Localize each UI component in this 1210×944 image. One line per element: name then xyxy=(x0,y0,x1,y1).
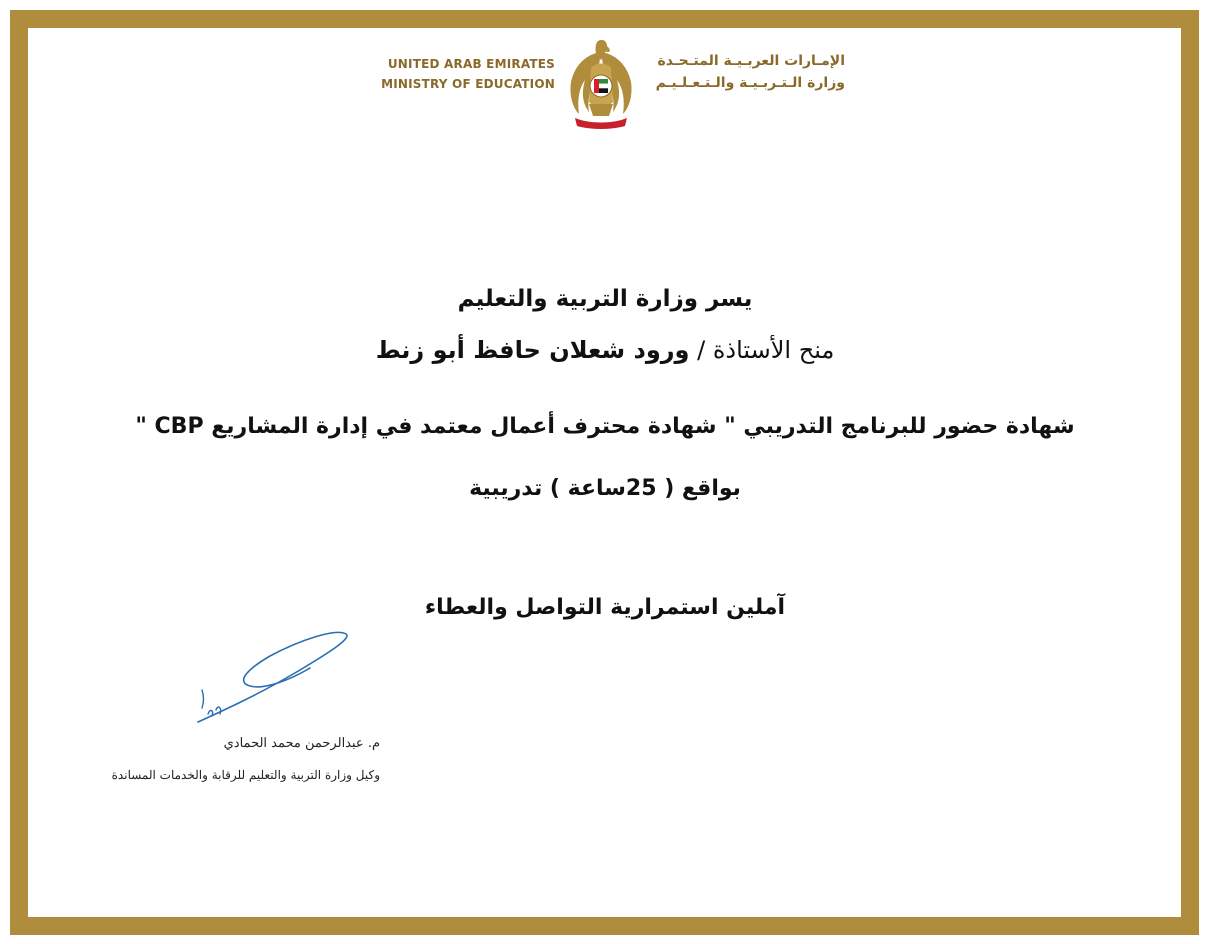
ministry-name-ar: وزارة الـتـربـيـة والـتـعـلـيـم xyxy=(655,75,845,91)
program-description: شهادة حضور للبرنامج التدريبي " شهادة محترف أعمال معتمد في إدارة المشاريع CBP " xyxy=(135,414,1075,439)
closing-wish: آملين استمرارية التواصل والعطاء xyxy=(424,595,786,620)
handwritten-signature xyxy=(190,630,360,730)
recipient-name: ورود شعلان حافظ أبو زنط xyxy=(375,336,690,364)
training-hours: بواقع ( 25ساعة ) تدريبية xyxy=(469,476,741,501)
signatory-title: وكيل وزارة التربية والتعليم للرقابة والخدمات المساندة xyxy=(111,768,380,782)
country-name-ar: الإمـارات العربـيـة المتـحـدة xyxy=(657,53,845,69)
ministry-header xyxy=(0,38,1210,134)
recipient-prefix: منح الأستاذة / xyxy=(689,336,835,364)
ministry-name-english xyxy=(355,54,555,94)
certificate-intro: يسر وزارة التربية والتعليم xyxy=(457,286,753,312)
recipient-line xyxy=(0,336,1210,364)
certificate-border xyxy=(10,10,1199,935)
country-name-en: UNITED ARAB EMIRATES xyxy=(387,57,555,71)
ministry-name-arabic xyxy=(645,50,845,94)
signatory-name: م. عبدالرحمن محمد الحمادي xyxy=(223,736,380,751)
uae-eagle-emblem-icon xyxy=(565,38,637,130)
ministry-name-en: MINISTRY OF EDUCATION xyxy=(381,77,555,91)
